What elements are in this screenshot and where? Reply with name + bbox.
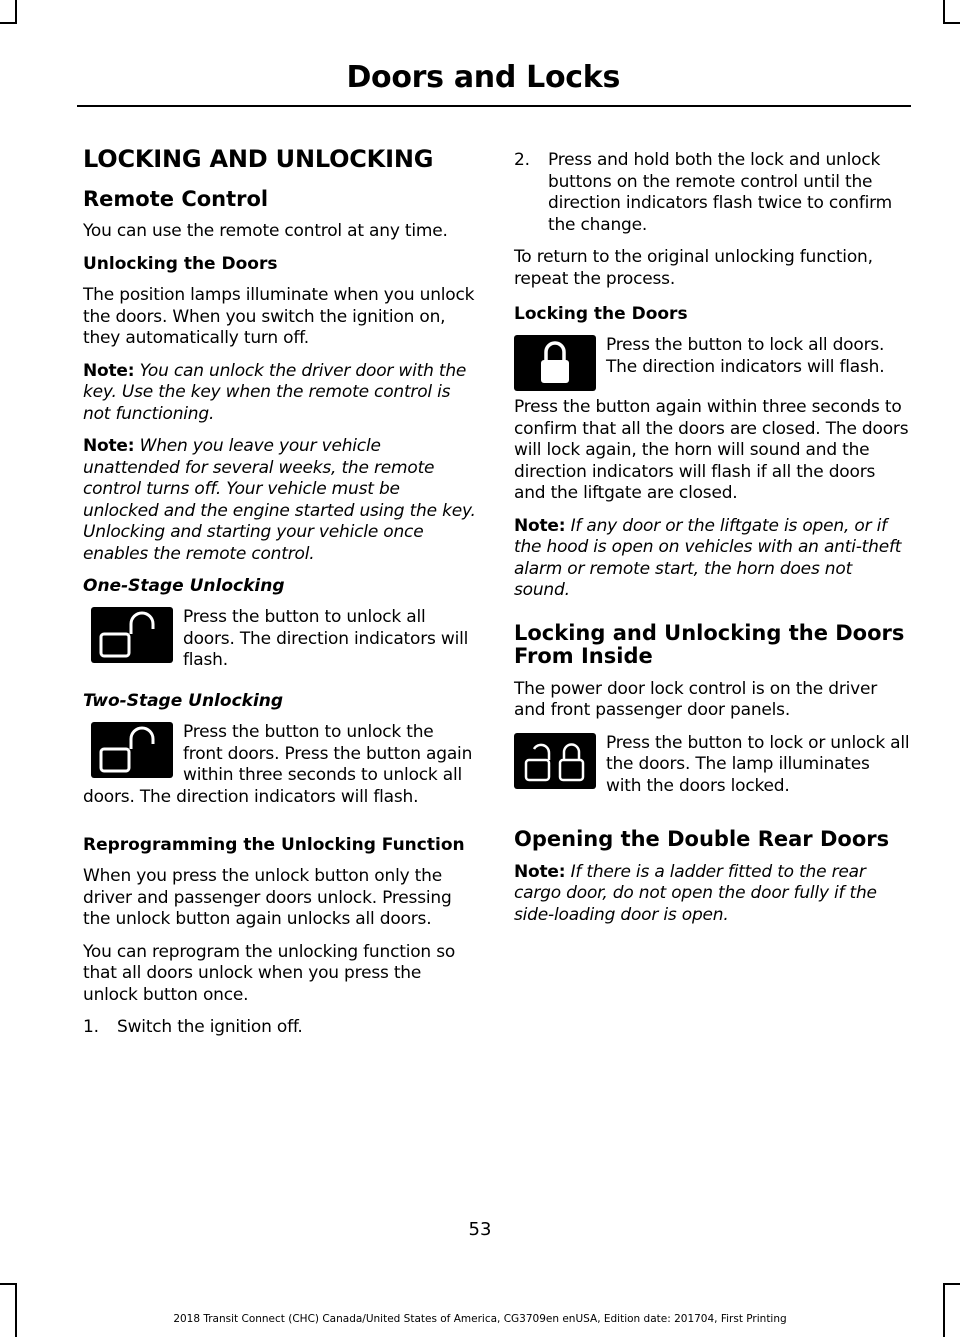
crop-mark: [15, 1285, 17, 1337]
page-header-title: Doors and Locks: [346, 60, 620, 95]
one-stage-heading: One-Stage Unlocking: [83, 576, 285, 597]
one-stage-text: Press the button to unlock all doors. The direction indicators will flash.: [183, 607, 469, 671]
locking-doors-heading: Locking the Doors: [514, 304, 688, 324]
note-text: When you leave your vehicle unattended for several weeks, the remote control turns off. Your vehicle must be unlocked and the engine started using the key. Unlocking and starting your vehicle once enables the remote control.: [83, 436, 476, 564]
step-2: [514, 150, 910, 236]
note-ladder: [514, 862, 910, 927]
header-rule: [77, 105, 911, 107]
crop-mark: [943, 0, 945, 22]
note-text: If any door or the liftgate is open, or if the hood is open on vehicles with an anti-theft alarm or remote start, the horn does not sound.: [514, 515, 902, 601]
inside-control-text: Press the button to lock or unlock all the doors. The lamp illuminates with the doors locked.: [606, 732, 910, 796]
unlock-padlock-icon: [91, 607, 173, 663]
step-text: Switch the ignition off.: [117, 1017, 303, 1038]
inside-heading: Locking and Unlocking the Doors From Inside: [514, 620, 905, 669]
note-text: You can unlock the driver door with the key. Use the key when the remote control is not functioning.: [83, 360, 467, 424]
note-label: Note:: [514, 515, 566, 536]
step-number: 2.: [514, 150, 530, 170]
right-column: [514, 150, 910, 937]
crop-mark: [0, 1283, 17, 1285]
locking-doors-text-2: Press the button again within three seconds to confirm that all the doors are closed. The doors will lock again, the horn will sound and the direction indicators will flash if all the doors and the liftgate are closed.: [514, 397, 909, 504]
unlock-padlock-icon: [91, 722, 173, 778]
reprogramming-text-2: You can reprogram the unlocking function so that all doors unlock when you press the unlock button once.: [83, 941, 456, 1005]
step-number: 1.: [83, 1017, 99, 1038]
lock-padlock-icon: [514, 335, 596, 391]
reprogramming-heading: Reprogramming the Unlocking Function: [83, 835, 465, 856]
unlocking-doors-heading: Unlocking the Doors: [83, 253, 278, 274]
note-label: Note:: [83, 360, 135, 381]
step-text: Press and hold both the lock and unlock buttons on the remote control until the direction indicators flash twice to confirm the change.: [548, 150, 893, 235]
crop-mark: [0, 22, 17, 24]
note-text: If there is a ladder fitted to the rear cargo door, do not open the door fully if the side-loading door is open.: [514, 861, 877, 925]
two-stage-heading: Two-Stage Unlocking: [83, 690, 284, 711]
crop-mark: [943, 1283, 960, 1285]
rear-doors-heading: Opening the Double Rear Doors: [514, 827, 890, 852]
note-label: Note:: [514, 861, 566, 882]
note-label: Note:: [83, 436, 135, 457]
footer-text: 2018 Transit Connect (CHC) Canada/United States of America, CG3709en enUSA, Edition date: 201704, First Printing: [173, 1313, 787, 1325]
page-number: 53: [468, 1219, 492, 1240]
crop-mark: [943, 1285, 945, 1337]
crop-mark: [943, 22, 960, 24]
note-unattended: [83, 436, 478, 565]
crop-mark: [15, 0, 17, 22]
return-text: To return to the original unlocking function, repeat the process.: [514, 247, 873, 289]
reprogramming-text-1: When you press the unlock button only the driver and passenger doors unlock. Pressing the unlock button again unlocks all doors.: [83, 866, 452, 930]
section-title: LOCKING AND UNLOCKING: [83, 145, 434, 173]
step-1: [83, 1017, 478, 1039]
inside-text: The power door lock control is on the driver and front passenger door panels.: [514, 678, 878, 721]
central-lock-switch-icon: [514, 733, 596, 789]
remote-intro: You can use the remote control at any time.: [83, 221, 448, 242]
left-column: [83, 145, 478, 1050]
unlocking-doors-text: The position lamps illuminate when you unlock the doors. When you switch the ignition on, they automatically turn off.: [83, 285, 475, 349]
remote-control-heading: Remote Control: [83, 186, 269, 211]
locking-doors-text: Press the button to lock all doors. The direction indicators will flash.: [606, 335, 885, 377]
two-stage-text: Press the button to unlock the front doors. Press the button again within three seconds to unlock all doors. The direction indicators will flash.: [83, 722, 473, 807]
note-liftgate: [514, 516, 910, 602]
note-driver-key: [83, 361, 478, 426]
